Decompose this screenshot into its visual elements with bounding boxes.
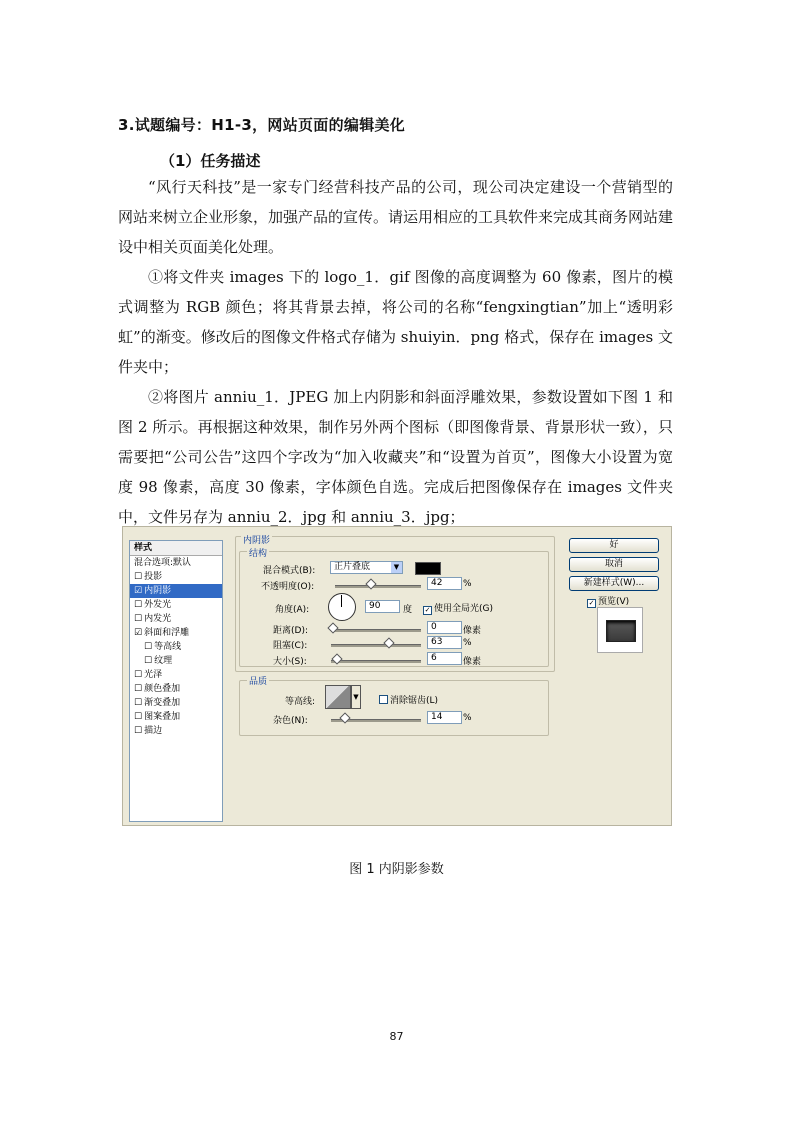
distance-slider[interactable] bbox=[331, 629, 421, 632]
paragraph-intro: “风行天科技”是一家专门经营科技产品的公司，现公司决定建设一个营销型的网站来树立企业形象，加强产品的宣传。请运用相应的工具软件来完成其商务网站建设中相关页面美化处理。 bbox=[118, 178, 674, 256]
style-list-item-label: 描边 bbox=[144, 726, 163, 736]
distance-label: 距离(D): bbox=[273, 626, 308, 636]
angle-label: 角度(A): bbox=[275, 605, 310, 615]
subsection-heading: （1）任务描述 bbox=[160, 152, 261, 170]
style-list-item[interactable] bbox=[130, 654, 222, 668]
style-list-item-label: 内发光 bbox=[144, 614, 172, 624]
style-list-item[interactable] bbox=[130, 612, 222, 626]
checkbox-icon[interactable]: ☐ bbox=[134, 614, 143, 624]
antialias-checkbox[interactable] bbox=[379, 693, 438, 706]
structure-title: 结构 bbox=[247, 546, 269, 559]
section-heading: 3.试题编号：H1-3，网站页面的编辑美化 bbox=[118, 116, 406, 134]
style-list-item-label: 颜色叠加 bbox=[144, 684, 181, 694]
blend-mode-value: 正片叠底 bbox=[334, 562, 371, 572]
style-list-item[interactable] bbox=[130, 556, 222, 570]
paragraph-task-2: ②将图片 anniu_1．JPEG 加上内阴影和斜面浮雕效果，参数设置如下图 1 和图 2 所示。再根据这种效果，制作另外两个图标（即图像背景、背景形状一致），只需要把“公司公告”这四个字改为“加入收藏夹”和“设置为首页”，图像大小设置为宽度 98 像素，高度 30 像素，字体颜色自选。完成后把图像保存在 images 文件夹中，文件另存为 anniu_2．jpg 和 anniu_3．jpg； bbox=[118, 388, 673, 526]
check-icon: ✓ bbox=[588, 599, 595, 607]
style-list-item-label: 光泽 bbox=[144, 670, 163, 680]
chevron-down-icon: ▼ bbox=[391, 562, 402, 573]
style-list-item-label: 投影 bbox=[144, 572, 163, 582]
opacity-unit: % bbox=[463, 579, 472, 589]
page-number: 87 bbox=[389, 1030, 404, 1043]
angle-dial[interactable] bbox=[328, 593, 356, 621]
blend-mode-label: 混合模式(B): bbox=[263, 566, 316, 576]
style-list-item[interactable] bbox=[130, 710, 222, 724]
style-list-item[interactable] bbox=[130, 584, 222, 598]
shadow-color-swatch[interactable] bbox=[415, 562, 441, 575]
contour-label: 等高线: bbox=[285, 697, 316, 707]
opacity-label: 不透明度(O): bbox=[261, 582, 315, 592]
figure-caption: 图 1 内阴影参数 bbox=[349, 862, 444, 877]
preview-box bbox=[597, 607, 643, 653]
style-list-item-label: 渐变叠加 bbox=[144, 698, 181, 708]
angle-field[interactable]: 90 bbox=[365, 600, 400, 613]
style-list-item[interactable] bbox=[130, 626, 222, 640]
inner-shadow-title: 内阴影 bbox=[241, 533, 272, 546]
antialias-label: 消除锯齿(L) bbox=[390, 696, 439, 706]
noise-label: 杂色(N): bbox=[273, 716, 308, 726]
size-label: 大小(S): bbox=[273, 657, 307, 667]
preview-label: 预览(V) bbox=[598, 597, 630, 607]
global-light-checkbox[interactable] bbox=[423, 601, 493, 615]
choke-unit: % bbox=[463, 638, 472, 648]
checkbox-icon[interactable]: ☐ bbox=[134, 712, 143, 722]
checkbox-icon[interactable]: ☐ bbox=[134, 670, 143, 680]
choke-label: 阻塞(C): bbox=[273, 641, 308, 651]
blend-mode-select[interactable] bbox=[330, 561, 403, 574]
choke-field[interactable]: 63 bbox=[427, 636, 462, 649]
layer-style-dialog bbox=[122, 526, 672, 826]
checkbox-icon[interactable]: ☐ bbox=[134, 684, 143, 694]
global-light-label: 使用全局光(G) bbox=[434, 604, 493, 614]
style-list-item-label: 混合选项:默认 bbox=[134, 558, 192, 568]
preview-checkbox[interactable] bbox=[587, 594, 629, 608]
style-list-header: 样式 bbox=[130, 541, 222, 556]
preview-swatch bbox=[606, 620, 636, 642]
style-list-item-label: 图案叠加 bbox=[144, 712, 181, 722]
style-list-item-label: 等高线 bbox=[154, 642, 182, 652]
checkbox-icon[interactable]: ☐ bbox=[134, 600, 143, 610]
style-list-item-label: 外发光 bbox=[144, 600, 172, 610]
checkbox-icon[interactable]: ☐ bbox=[144, 656, 153, 666]
distance-unit: 像素 bbox=[463, 626, 482, 636]
opacity-field[interactable]: 42 bbox=[427, 577, 462, 590]
style-list-item[interactable] bbox=[130, 696, 222, 710]
checkbox-empty-icon bbox=[379, 695, 388, 704]
choke-slider[interactable] bbox=[331, 644, 421, 647]
noise-unit: % bbox=[463, 713, 472, 723]
size-slider[interactable] bbox=[331, 660, 421, 663]
checkbox-icon[interactable]: ☐ bbox=[134, 572, 143, 582]
chevron-down-icon[interactable]: ▼ bbox=[351, 685, 361, 709]
checkbox-icon[interactable]: ☐ bbox=[134, 698, 143, 708]
contour-preview[interactable] bbox=[325, 685, 351, 709]
style-list-item-label: 纹理 bbox=[154, 656, 173, 666]
check-icon: ✓ bbox=[424, 606, 431, 614]
size-unit: 像素 bbox=[463, 657, 482, 667]
checkbox-icon[interactable]: ☑ bbox=[134, 586, 143, 596]
style-list-item[interactable] bbox=[130, 570, 222, 584]
cancel-button[interactable]: 取消 bbox=[569, 557, 659, 572]
new-style-button[interactable]: 新建样式(W)... bbox=[569, 576, 659, 591]
paragraph-task-1: ①将文件夹 images 下的 logo_1．gif 图像的高度调整为 60 像素，图片的模式调整为 RGB 颜色；将其背景去掉，将公司的名称“fengxingtian”加上“透明彩虹”的渐变。修改后的图像文件格式存储为 shuiyin．png 格式，保存在 images 文件夹中； bbox=[118, 268, 673, 376]
ok-button[interactable]: 好 bbox=[569, 538, 659, 553]
style-list-item-label: 斜面和浮雕 bbox=[144, 628, 190, 638]
style-list-item-label: 内阴影 bbox=[144, 586, 172, 596]
style-list-item[interactable] bbox=[130, 640, 222, 654]
style-list-item[interactable] bbox=[130, 598, 222, 612]
style-list-item[interactable] bbox=[130, 668, 222, 682]
checkbox-icon[interactable]: ☐ bbox=[144, 642, 153, 652]
checkbox-icon[interactable]: ☑ bbox=[134, 628, 143, 638]
style-list-item[interactable] bbox=[130, 682, 222, 696]
distance-field[interactable]: 0 bbox=[427, 621, 462, 634]
opacity-slider[interactable] bbox=[335, 585, 421, 588]
degree-unit: 度 bbox=[403, 605, 413, 615]
quality-title: 品质 bbox=[247, 674, 269, 687]
size-field[interactable]: 6 bbox=[427, 652, 462, 665]
style-list bbox=[129, 540, 223, 822]
checkbox-icon[interactable]: ☐ bbox=[134, 726, 143, 736]
style-list-item[interactable] bbox=[130, 724, 222, 738]
noise-field[interactable]: 14 bbox=[427, 711, 462, 724]
quality-group bbox=[239, 680, 549, 736]
